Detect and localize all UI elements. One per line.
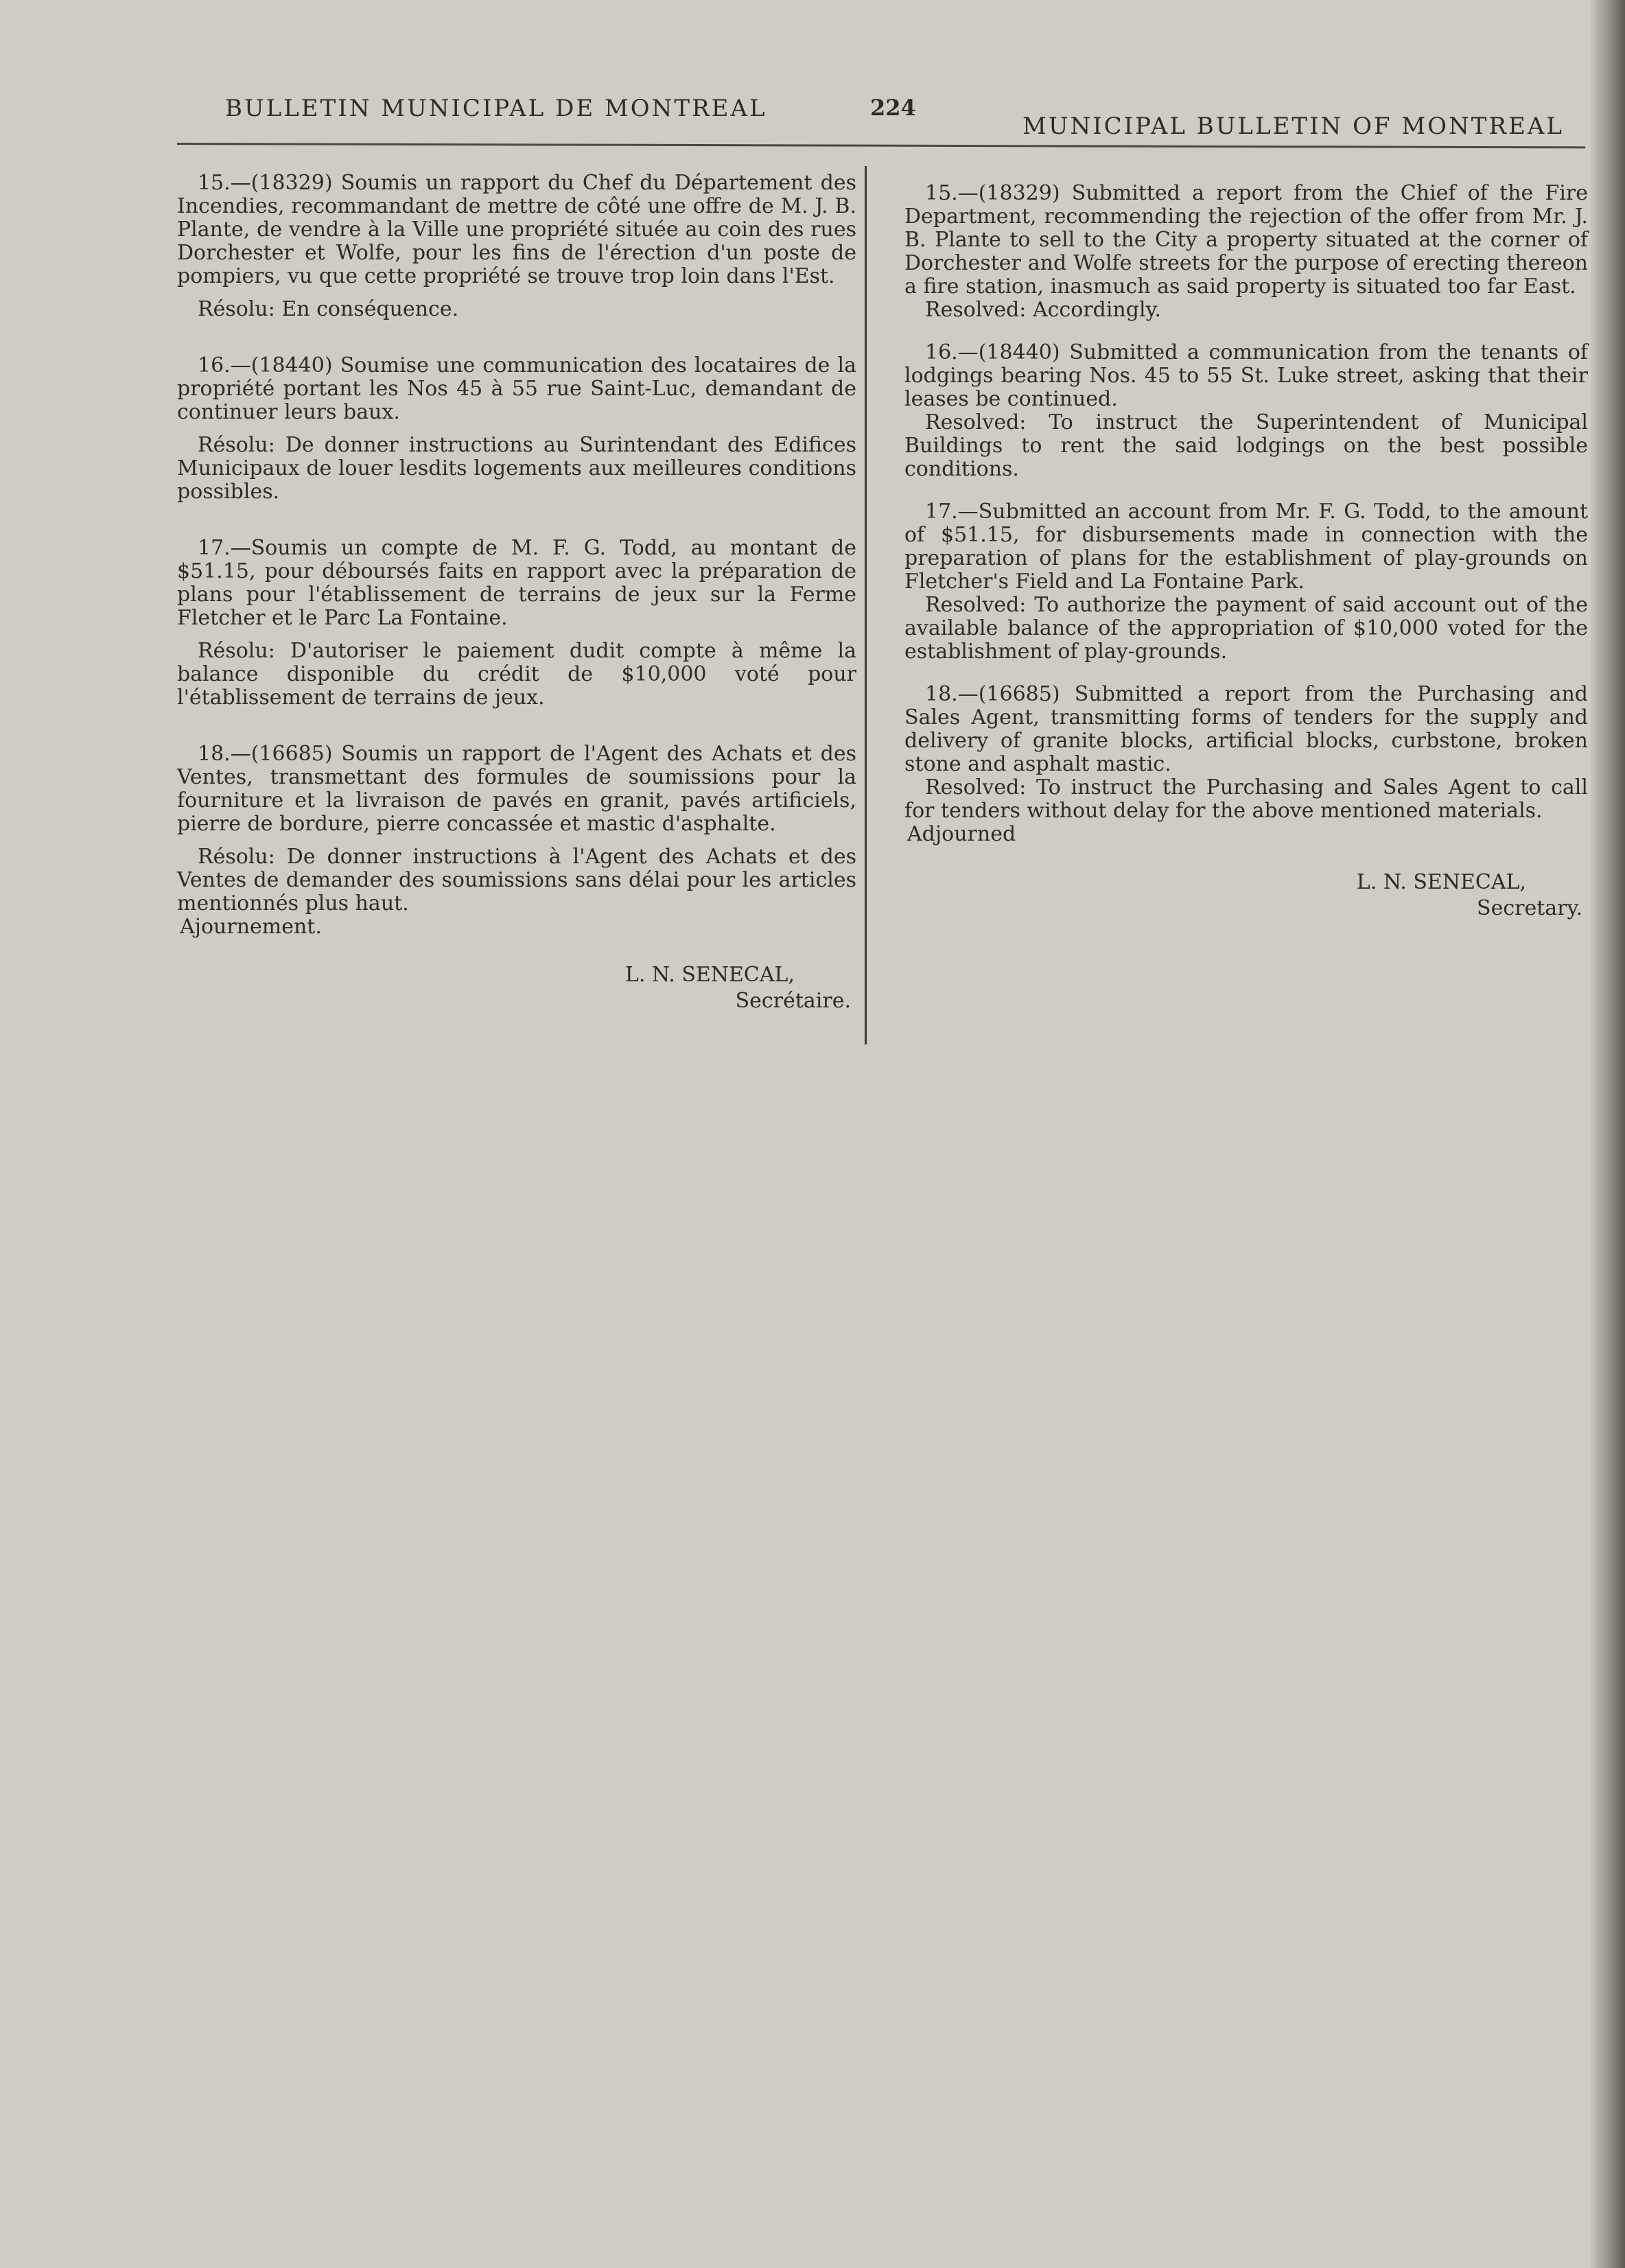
closing-fr: Ajournement. bbox=[180, 915, 322, 939]
header-english-title: MUNICIPAL BULLETIN OF MONTREAL bbox=[1022, 113, 1565, 140]
item-17-fr: 17.—Soumis un compte de M. F. G. Todd, au montant de $51.15, pour déboursés faits en rapport avec la préparation de plans pour l'établissement de terrains de jeux sur la Ferme Fletcher et le Parc La Fontaine. bbox=[177, 536, 856, 630]
item-18-fr: 18.—(16685) Soumis un rapport de l'Agent des Achats et des Ventes, transmettant des formules de soumissions pour la fourniture et la livraison de pavés en granit, pavés artificiels, pierre de bordure, pierre concassée et mastic d'asphalte. bbox=[177, 742, 856, 836]
resolution-17-en: Resolved: To authorize the payment of said account out of the available balance of the appropriation of $10,000 voted for the establishment of play-grounds. bbox=[904, 593, 1588, 664]
item-17-en: 17.—Submitted an account from Mr. F. G. Todd, to the amount of $51.15, for disbursements made in connection with the preparation of plans for the establishment of play-grounds on Fletcher's Field and La Fontaine Park. bbox=[904, 500, 1588, 594]
signature-name-en: L. N. SENECAL, bbox=[1356, 870, 1526, 894]
resolution-15-en: Resolved: Accordingly. bbox=[925, 298, 1162, 322]
resolution-16-en: Resolved: To instruct the Superintendent of Municipal Buildings to rent the said lodgings on the best possible conditions. bbox=[904, 410, 1588, 481]
signature-name-fr: L. N. SENECAL, bbox=[624, 963, 795, 987]
signature-title-fr: Secrétaire. bbox=[735, 989, 851, 1013]
resolution-16-fr: Résolu: De donner instructions au Surintendant des Edifices Municipaux de louer lesdits logements aux meilleures conditions possibles. bbox=[177, 433, 856, 504]
english-column bbox=[904, 182, 1588, 922]
signature-fr bbox=[177, 962, 856, 1014]
page-header bbox=[0, 89, 1625, 144]
item-15-en: 15.—(18329) Submitted a report from the Chief of the Fire Department, recommending the rejection of the offer from Mr. J. B. Plante to sell to the City a property situated at the corner of Dorchester and Wolfe streets for the purpose of erecting thereon a fire station, inasmuch as said property is situated too far East. bbox=[904, 181, 1588, 299]
closing-en: Adjourned bbox=[907, 822, 1016, 846]
column-divider bbox=[865, 166, 867, 1044]
resolution-17-fr: Résolu: D'autoriser le paiement dudit compte à même la balance disponible du crédit de $10,000 voté pour l'établissement de terrains de jeux. bbox=[177, 639, 856, 710]
item-18-en: 18.—(16685) Submitted a report from the Purchasing and Sales Agent, transmitting forms of tenders for the supply and delivery of granite blocks, artificial blocks, curbstone, broken stone and asphalt mastic. bbox=[904, 682, 1588, 776]
signature-title-en: Secretary. bbox=[1477, 896, 1582, 920]
item-15-fr: 15.—(18329) Soumis un rapport du Chef du Département des Incendies, recommandant de mettre de côté une offre de M. J. B. Plante, de vendre à la Ville une propriété située au coin des rues Dorchester et Wolfe, pour les fins de l'érection d'un poste de pompiers, vu que cette propriété se trouve trop loin dans l'Est. bbox=[177, 171, 856, 288]
resolution-18-en: Resolved: To instruct the Purchasing and Sales Agent to call for tenders without delay for the above mentioned materials. bbox=[904, 775, 1588, 823]
resolution-18-fr: Résolu: De donner instructions à l'Agent des Achats et des Ventes de demander des soumissions sans délai pour les articles mentionnés plus haut. bbox=[177, 845, 856, 915]
french-column bbox=[177, 172, 856, 1014]
item-16-fr: 16.—(18440) Soumise une communication des locataires de la propriété portant les Nos 45 à 55 rue Saint-Luc, demandant de continuer leurs baux. bbox=[177, 353, 856, 424]
item-16-en: 16.—(18440) Submitted a communication from the tenants of lodgings bearing Nos. 45 to 55 St. Luke street, asking that their leases be continued. bbox=[904, 340, 1588, 411]
page-edge-shadow bbox=[1591, 0, 1625, 2268]
header-french-title: BULLETIN MUNICIPAL DE MONTREAL bbox=[225, 95, 767, 122]
page-number: 224 bbox=[870, 95, 916, 121]
resolution-15-fr: Résolu: En conséquence. bbox=[198, 297, 459, 321]
signature-en bbox=[904, 869, 1588, 922]
